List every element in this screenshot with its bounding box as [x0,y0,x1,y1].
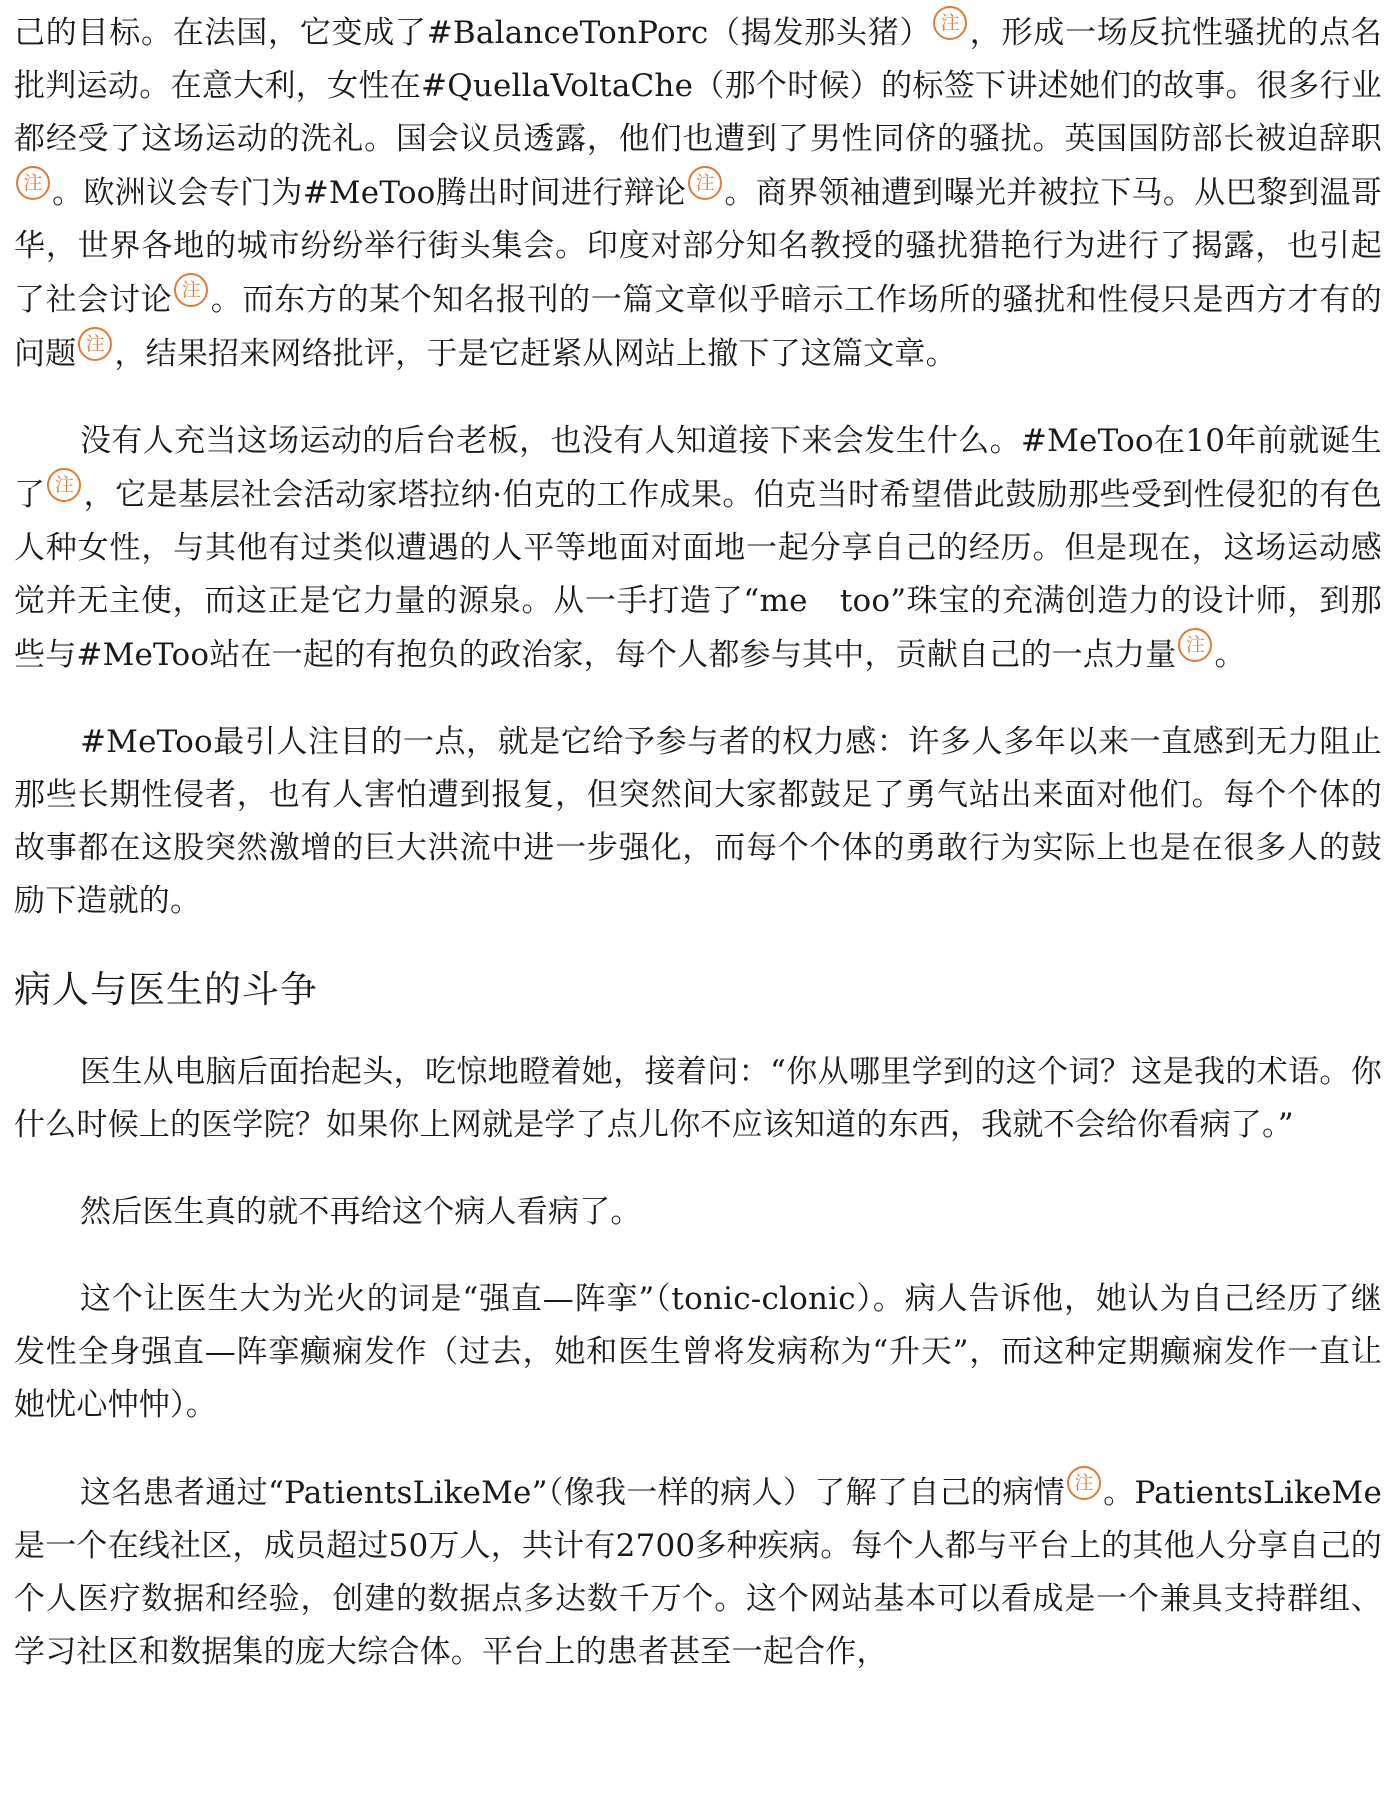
footnote-marker-icon[interactable]: 注 [933,6,967,40]
document-page [14,6,1382,1713]
paragraph-text: 。 [1214,637,1246,673]
paragraph [14,1466,1382,1679]
paragraph-text: #MeToo最引人注目的一点，就是它给予参与者的权力感：许多人多年以来一直感到无力阻止那些长期性侵者，也有人害怕遭到报复，但突然间大家都鼓足了勇气站出来面对他们。每个个体的故事都在这股突然激增的巨大洪流中进一步强化，而每个个体的勇敢行为实际上也是在很多人的鼓励下造就的。 [14,724,1382,919]
footnote-marker-icon[interactable]: 注 [47,468,81,502]
section-heading: 病人与医生的斗争 [14,968,318,1011]
paragraph-text: ，结果招来网络批评，于是它赶紧从网站上撤下了这篇文章。 [114,336,957,372]
paragraph [14,1186,1382,1239]
paragraph [14,1046,1382,1152]
footnote-marker-icon[interactable]: 注 [78,327,112,361]
paragraph-text: 医生从电脑后面抬起头，吃惊地瞪着她，接着问：“你从哪里学到的这个词？这是我的术语。你什么时候上的医学院？如果你上网就是学了点儿你不应该知道的东西，我就不会给你看病了。” [14,1054,1382,1143]
footnote-marker-icon[interactable]: 注 [1067,1466,1101,1500]
paragraph-text: 这个让医生大为光火的词是“强直—阵挛”（tonic-clonic）。病人告诉他，她认为自己经历了继发性全身强直—阵挛癫痫发作（过去，她和医生曾将发病称为“升天”，而这种定期癫痫发作一直让她忧心忡忡）。 [14,1281,1382,1423]
paragraph [14,716,1382,928]
paragraph [14,415,1382,682]
paragraph-group-1 [14,6,1382,928]
paragraph-text: 己的目标。在法国，它变成了#BalanceTonPorc（揭发那头猪） [14,15,932,51]
paragraph [14,6,1382,381]
footnote-marker-icon[interactable]: 注 [16,166,50,200]
paragraph-text: ，它是基层社会活动家塔拉纳·伯克的工作成果。伯克当时希望借此鼓励那些受到性侵犯的有色人种女性，与其他有过类似遭遇的人平等地面对面地一起分享自己的经历。但是现在，这场运动感觉并无主使，而这正是它力量的源泉。从一手打造了“me too”珠宝的充满创造力的设计师，到那些与#MeToo站在一起的有抱负的政治家，每个人都参与其中，贡献自己的一点力量 [14,477,1383,673]
paragraph-text: 然后医生真的就不再给这个病人看病了。 [80,1194,642,1230]
footnote-marker-icon[interactable]: 注 [1178,628,1212,662]
paragraph-group-2 [14,1046,1382,1679]
footnote-marker-icon[interactable]: 注 [688,166,722,200]
paragraph-text: 这名患者通过“PatientsLikeMe”（像我一样的病人）了解了自己的病情 [80,1475,1065,1511]
paragraph-text: 没有人充当这场运动的后台老板，也没有人知道接下来会发生什么。#MeToo在10年前就诞生了 [14,423,1382,513]
paragraph-text: ，形成一场反抗性骚扰的点名批判运动。在意大利，女性在#QuellaVoltaChe（那个时候）的标签下讲述她们的故事。很多行业都经受了这场运动的洗礼。国会议员透露，他们也遭到了男性同侪的骚扰。英国国防部长被迫辞职 [14,15,1382,157]
footnote-marker-icon[interactable]: 注 [174,273,208,307]
paragraph-text: 。商界领袖遭到曝光并被拉下马。从巴黎到温哥华，世界各地的城市纷纷举行街头集会。印度对部分知名教授的骚扰猎艳行为进行了揭露，也引起了社会讨论 [14,175,1382,318]
paragraph-text: 。PatientsLikeMe是一个在线社区，成员超过50万人，共计有2700多种疾病。每个人都与平台上的其他人分享自己的个人医疗数据和经验，创建的数据点多达数千万个。这个网站基本可以看成是一个兼具支持群组、学习社区和数据集的庞大综合体。平台上的患者甚至一起合作， [14,1475,1382,1670]
paragraph-text: 。而东方的某个知名报刊的一篇文章似乎暗示工作场所的骚扰和性侵只是西方才有的问题 [14,282,1383,372]
paragraph-text: 。欧洲议会专门为#MeToo腾出时间进行辩论 [52,175,687,211]
paragraph [14,1273,1382,1432]
